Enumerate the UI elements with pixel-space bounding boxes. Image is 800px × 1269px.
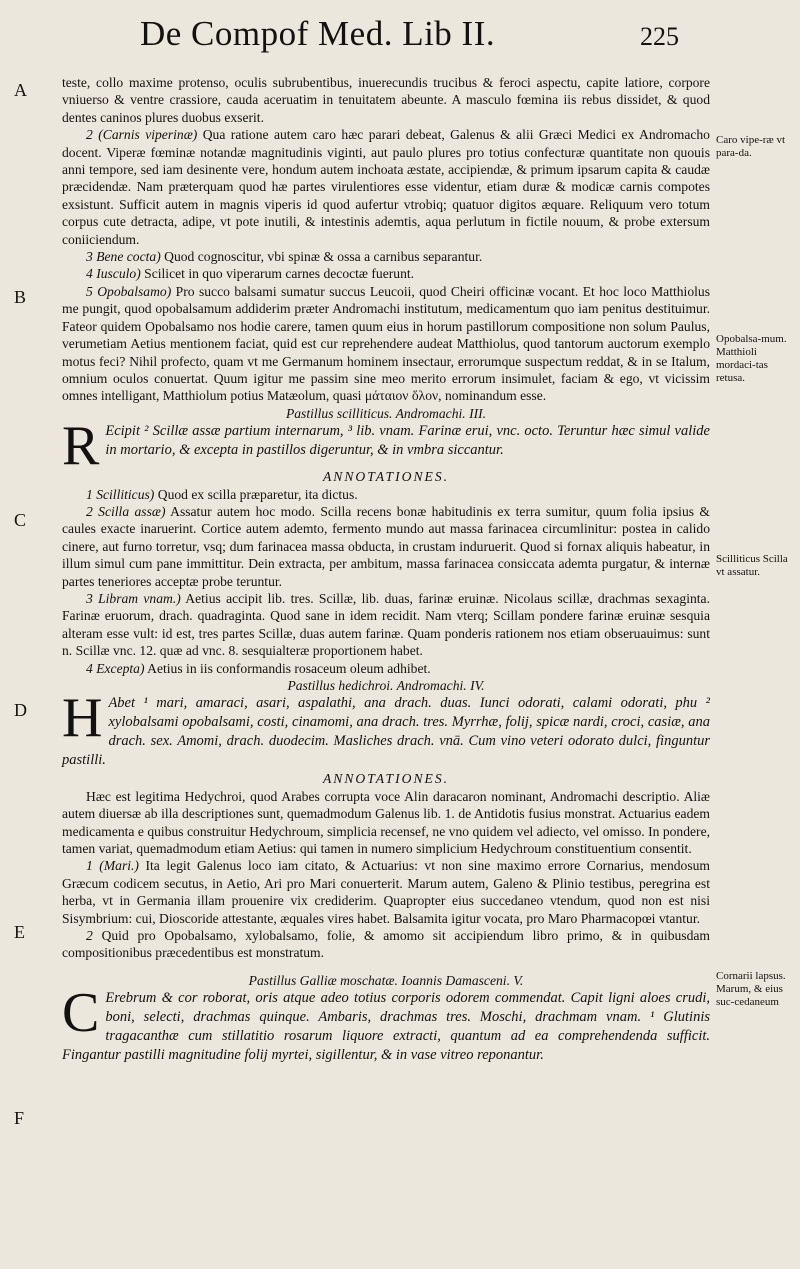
annotations-heading: ANNOTATIONES.: [322, 771, 450, 787]
annotation-1: [62, 857, 710, 927]
drop-cap: C: [62, 982, 100, 1045]
note-lemma: 3 Bene cocta): [86, 249, 161, 265]
note-lemma: 1 (Mari.): [86, 858, 139, 874]
note-text: Quod cognoscitur, vbi spinæ & ossa a carnibus separantur.: [164, 249, 483, 265]
margin-note-scilliticus: Scilliticus Scilla vt assatur.: [716, 553, 788, 578]
note-text: Aetius in iis conformandis rosaceum oleum adhibet.: [147, 660, 431, 676]
note-text: Ita legit Galenus loco iam citato, & Actuarius: vt non sine maximo errore Cornarius, mendosum Græcum codicem secutus, in Aetio, Ari pro Mari conuerterit. Marum autem, Galeno & Plinio testibus, peregrina est herba, vt in Germania illam prouenire vix crediderim. Quapropter eius succedaneo vtendum, quod non est nisi Sisymbrium: cui, Dioscoride attestante, æquales vires habet. Balsamita igitur vocata, pro Maro Pharmacopœi vtantur.: [62, 858, 710, 926]
note-text: Pro succo balsami sumatur succus Leucoii, quod Cheiri officinæ vocant. Et hoc loco Matthiolus me pungit, quod opobalsamum addiderim præter Andromachi institutum, medicamentum quo iam penitus destituimur. Fateor quidem Opobalsamo nos hodie carere, tamen quum eius in horum pastillorum compositione non solum Paulus, verumetiam Aetius mentionem faciat, quid est cur reprehendere audeat Matthiolus, quod tantorum auctorum exemplo motus feci? Nihil profecto, quam vt me Germanum hominem insectaur, errorumque suspectum reddat, & in se Italum, omnium oculos conuertat. Quum igitur me passim sine meo merito errorum insimulet, faciam & ego, vt vicissim omnes intelligant, Matthiolum potius Matæolum, quasi μάταιον ὅλον, nominandum esse.: [62, 283, 710, 404]
margin-note-opobalsamum: Opobalsa-mum. Matthioli mordaci-tas retusa.: [716, 333, 787, 384]
section-letter-a: A: [14, 80, 27, 100]
note-lemma: 2 (Carnis viperinæ): [86, 127, 198, 143]
recipe-heading-4: Pastillus hedichroi. Andromachi. IV.: [287, 678, 485, 693]
section-letter-b: B: [14, 287, 27, 307]
annotation-intro: Hæc est legitima Hedychroi, quod Arabes corrupta voce Alin daracaron nominant, Andromachi descriptio. Aliæ autem diuersæ ab illa descriptiones sunt, quemadmodum Galenus lib. 1. de Antidotis fusius monstrat. Actuarius eadem medicamenta e quibus construitur Hedychroum, simplicia recensef, ne vno quidem vel adiecto, vel omisso. In pondere, tamen variat, quemadmodum etiam Aetius: qui tamen in numero simplicium Hedychroum constituentium consentit.: [62, 788, 710, 857]
annotation-2: [62, 503, 710, 590]
note-text: Quid pro Opobalsamo, xylobalsamo, folie, & amomo sit accipiendum libro primo, & in quibusdam compositionibus præcedentibus est monstratum.: [62, 928, 710, 961]
margin-note-cornarius: Cornarii lapsus. Marum, & eius suc-cedaneum: [716, 970, 786, 1008]
note-lemma: 3 Libram vnam.): [86, 590, 181, 606]
note-4: [62, 265, 710, 282]
section-letter-f: F: [14, 1108, 25, 1128]
recipe-5: [62, 982, 710, 1065]
recipe-4: [62, 687, 710, 770]
note-lemma: 4 Excepta): [86, 660, 145, 676]
note-3: [62, 248, 710, 265]
annotation-4: [62, 660, 710, 677]
section-letter-e: E: [14, 922, 25, 942]
annotation-1: [62, 486, 710, 503]
note-text: Quod ex scilla præparetur, ita dictus.: [157, 486, 358, 502]
section-letter-c: C: [14, 510, 27, 530]
page-number: 225: [640, 22, 679, 51]
drop-cap: H: [62, 687, 103, 750]
note-lemma: 5 Opobalsamo): [86, 283, 172, 299]
note-lemma: 1 Scilliticus): [86, 486, 155, 502]
note-2: [62, 126, 710, 248]
section-letter-d: D: [14, 700, 27, 720]
note-lemma: 2: [86, 928, 93, 944]
note-lemma: 2 Scilla assæ): [86, 503, 166, 519]
annotations-heading: ANNOTATIONES.: [322, 469, 450, 485]
recipe-text: Erebrum & cor roborat, oris atque adeo totius corporis odorem commendat. Capit ligni aloes crudi, boni, selecti, drachmas quinque. Ambaris, drachmas tres. Moschi, drachmam vnam. ¹ Glutinis tragacanthæ cum stillatitio rosarum liquore extracti, quantum ad ea comprehendenda sufficit. Fingantur pastilli magnitudine folij myrtei, sigillentur, & in vase vitreo reponantur.: [62, 990, 710, 1064]
recipe-heading-3: Pastillus scilliticus. Andromachi. III.: [285, 405, 487, 421]
recipe-text: Abet ¹ mari, amaraci, asari, aspalathi, ana drach. duas. Iunci odorati, calami odorati, phu ² xylobalsami opobalsami, costi, cinamomi, ana drach. tres. Myrrhæ, folij, spicæ nardi, croci, casiæ, ana drach. sex. Amomi, drach. duodecim. Masliches drach. vnā. Cum vino veteri odorato dulci, finguntur pastilli.: [62, 695, 710, 769]
recipe-heading-5: Pastillus Galliæ moschatæ. Ioannis Damasceni. V.: [248, 972, 524, 988]
main-text: [62, 74, 710, 1065]
note-text: Scilicet in quo viperarum carnes decoctæ fuerunt.: [144, 266, 415, 282]
drop-cap: R: [62, 415, 100, 478]
spacer: [62, 962, 710, 972]
note-text: Aetius accipit lib. tres. Scillæ, lib. duas, farinæ eruinæ. Nicolaus scillæ, drachmas sexaginta. Farinæ eruorum, drach. quadraginta. Quod sane in idem recidit. Nam vterq; Scillam pondere farinæ eruinæ sesquia alteram esse vult: id est, tres partes Scillæ, duas autem farinæ. Quam ponderis rationem nos etiam obseruauimus: sunt n. Scillæ vnc. 12. quæ ad vnc. 8. sesquialteræ proportionem habet.: [62, 590, 710, 659]
annotation-3: [62, 590, 710, 660]
margin-note-caro: Caro vipe-ræ vt para-da.: [716, 134, 786, 159]
note-lemma: 4 Iusculo): [86, 266, 141, 282]
note-text: Qua ratione autem caro hæc parari debeat, Galenus & alii Græci Medici ex Andromacho docent. Viperæ fœminæ notandæ magnitudinis viginti, aut paulo plures pro totius confecturæ quantitate non quouis anni tempore, sed iam desinente vere, hondum autem inchoata æstate, accipiendæ, & primum ipsarum capita & caudæ præcidendæ. Nam præterquam quod hæ partes virulentiores esse videntur, etiam duræ & modicæ carnis compotes exsistunt. Sufficit autem in magnis viperis id quod aufertur vtrobiq; quatuor digitos æquare. Reliquum vero totum corpus cute detracta, adipe, vt pote inutili, & intestinis ademtis, aqua perlutum in fictile nouum, & probe extersum coniiciendum.: [62, 127, 710, 247]
recipe-text: Ecipit ² Scillæ assæ partium internarum, ³ lib. vnam. Farinæ erui, vnc. octo. Teruntur hæc simul valide in mortario, & excepta in pastillos digeruntur, & in vmbra siccantur.: [105, 423, 710, 459]
annotation-2: [62, 927, 710, 962]
note-text: Assatur autem hoc modo. Scilla recens bonæ habitudinis ex terra sumitur, quum folia ipsius & caules exacte inaruerint. Cortice autem ademto, fermento mundo aut massa farinacea circumlinitur: postea in calido cinere, aut furno torretur, vsq; dum farinacea massa obducta, in crustam induruerit. Quod si fornax aliquis habeatur, in illum simul cum pane immittitur. Dein extracta, per ambitum, massa farinacea consiccata ademta purgatur, & internæ partes teneriores acceptæ probe teruntur.: [62, 503, 710, 589]
note-5: [62, 283, 710, 405]
paragraph: teste, collo maxime protenso, oculis subrubentibus, inuerecundis trucibus & feroci aspectu, capite latiore, corpore vniuerso & ventre crassiore, cauda aceruatim in tenuitatem abeunte. A masculo fœmina iis rebus dissidet, & quod dentes caninos plures duobus exserit.: [62, 75, 710, 125]
running-title: De Compof Med. Lib II.: [140, 14, 496, 53]
